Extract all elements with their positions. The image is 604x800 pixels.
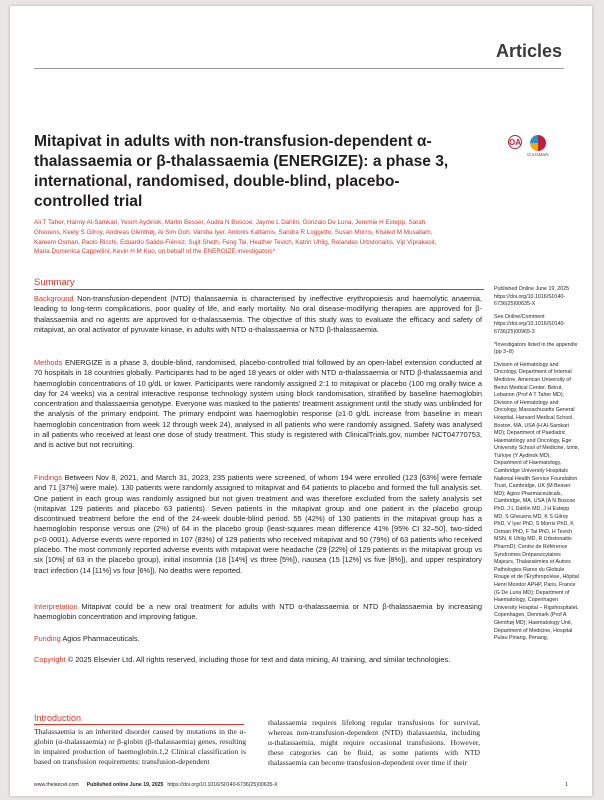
abstract-text: ENERGIZE is a phase 3, double-blind, randomised, placebo-controlled trial followed by an open-label extension conducted at 70 hospitals in 18 countries globally. Participants had to be aged 18 years or older with NTD α-thalassaemia or NTD β-thalassaemia and haemoglobin concentrations of 10 g/dL or lower. Participants were randomly assigned 2:1 to mitapivat or placebo (100 mg orally twice a day for 24 weeks) via a central interactive response technology system using block randomisation, stratified by baseline haemoglobin concentration and thalassaemia genotype. Everyone was masked to the patients' treatment assignment until the study was unblinded for the analysis of the primary endpoint. The primary endpoint was haemoglobin response (≥1·0 g/dL increase from baseline in mean haemoglobin concentration from week 12 through week 24), analysed in all patients who were randomly assigned. Safety was analysed in all patients who received at least one dose of study treatment. This study is registered with ClinicalTrials.gov, number NCT04770753, and is active but not recruiting. [34,358,482,450]
abstract-text: Agios Pharmaceuticals. [62,634,140,643]
footer-published: Published online June 19, 2025 [86,782,164,788]
abstract-label: Funding [34,634,61,643]
introduction-column-2: thalassaemia requires lifelong regular transfusions for survival, whereas non-transfusion-dependent (NTD) thalassaemia, including α-thalassaemia, might require occasional transfusions. However, these categories can be fluid, as some patients with NTD thalassaemia can become transfusion-dependent over time if their [268,718,480,768]
abstract-background [34,294,482,335]
abstract-text: Non-transfusion-dependent (NTD) thalassaemia is characterised by ineffective erythropoiesis and haemolytic anaemia, leading to long-term complications, poor quality of life, and early mortality. No oral disease-modifying therapies are approved for β-thalassaemia and no agents are approved for α-thalassaemia. The objective of this study was to evaluate the efficacy and safety of mitapivat, an oral activator of pyruvate kinase, in adults with NTD α-thalassaemia or NTD β-thalassaemia. [34,294,482,334]
abstract-label: Methods [34,358,63,367]
section-tag: Articles [495,41,562,61]
abstract-text: Between Nov 8, 2021, and March 31, 2023, 235 patients were screened, of whom 194 were enrolled (123 [63%] were female and 71 [37%] were male). 130 patients were randomly assigned to mitapivat and 64 patients to placebo and formed the full analysis set. One patient in each group was randomly assigned but not given treatment and was therefore excluded from the safety analysis set (mitapivat 129 patients and placebo 63 patients). Seven patients in the mitapivat group and one patient in the placebo group discontinued treatment before the end of the 24-week double-blind period. 55 (42%) of 130 patients in the mitapivat group has a haemoglobin response versus one (2%) of 64 in the placebo group (least-squares mean difference 41% [95% CI 32–50], two-sided p<0·0001). Adverse events were reported in 107 (83%) of 129 patients who received mitapivat and 50 (79%) of 63 patients who received placebo. The most commonly reported adverse events with mitapivat were headache (29 [22%] of 129 patients in the mitapivat group vs six [10%] of 63 in the placebo group), initial insomnia (18 [14%] vs three [5%]), nausea (15 [12%] vs five [8%]), and upper respiratory tract infection (14 [11%] vs four [6%]). No deaths were reported. [34,473,482,575]
article-title: Mitapivat in adults with non-transfusion-dependent α-thalassaemia or β-thalassaemia (ENERGIZE): a phase 3, international, randomised, double-blind, placebo-controlled trial [34,133,449,210]
footer-site[interactable]: www.thelancet.com [34,782,79,788]
abstract-label: Background [34,294,74,303]
crossmark-label: CrossMark [527,152,549,157]
abstract-label: Interpretation [34,602,78,611]
summary-heading: Summary [34,277,75,288]
article-page [10,6,592,796]
abstract-funding [34,634,482,644]
page-number: 1 [565,782,568,788]
introduction-heading: Introduction [34,713,82,723]
sidebar [494,286,580,648]
badges [508,135,549,157]
abstract-copyright [34,655,482,665]
introduction-rule [34,724,244,725]
footer-doi[interactable]: https://doi.org/10.1016/S0140-6736(25)00635-X [167,782,278,788]
author-list: Ali T Taher, Hanny Al-Samkari, Yesim Aydinok, Martin Besser, Audra N Boscoe, Jayme L Dahlin, Gonzalo De Luna, Jeremie H Estepp, Sarah Gheuens, Keely S Gilroy, Andreas Glenthøj, Ai Sim Goh, Varsha Iyer, Antonis Kattamis, Sandra R Loggetto, Susan Morris, Khaled M Musallam, Kareem Osman, Paolo Ricchi, Eduardo Salido-Fiérrez, Sujit Sheth, Feng Tai, Heather Tevich, Katrin Uhlig, Rolandas Urbstonaitis, Vip Viprakasit, Maria Domenica Cappellini, Kevin H M Kuo, on behalf of the ENERGIZE investigators* [34,219,437,256]
abstract-interpretation [34,602,482,623]
abstract-findings [34,473,482,576]
affiliations: Division of Hematology and Oncology, Department of Internal Medicine, American University of Beirut Medical Center, Beirut, Lebanon (Prof A T Taher MD); Division of Hematology and Oncology, Massachusetts General Hospital, Harvard Medical School, Boston, MA, USA (H Al-Samkari MD); Department of Paediatric Haematology and Oncology, Ege University School of Medicine, Izmir, Türkiye (Y Aydinok MD); Department of Haematology, Cambridge University Hospitals National Health Service Foundation Trust, Cambridge, UK (M Besser MD); Agios Pharmaceuticals, Cambridge, MA, USA (A N Boscoe PhD, J L Dahlin MD, J H Estepp MD, S Gheuens MD, K S Gilroy PhD, V Iyer PhD, S Morris PhD, K Osman PhD, F Tai PhD, H Tevich MSN, K Uhlig MD, R Urbstonaitis PharmD); Centre de Référence Syndromes Drépanocytaires Majeurs, Thalassémies et Autres Pathologies Rares du Globule Rouge et de l'Érythropoïèse, Hôpital Henri Mondor APHP, Paris, France (G De Luna MD); Department of Haematology, Copenhagen University Hospital – Rigshospitalet, Copenhagen, Denmark (Prof A Glenthøj MD); Haematology Unit, Department of Medicine, Hospital Pulau Pinang, Penang, [494,361,580,642]
introduction-column-1: Thalassaemia is an inherited disorder caused by mutations in the α-globin (α-thalassaemia) or β-globin (β-thalassaemia) genes, resulting in impaired production of haemoglobin.1,2 Clinical classification is based on transfusion requirements: transfusion-dependent [34,727,246,767]
abstract-methods [34,358,482,451]
crossmark-icon [530,135,546,151]
published-online[interactable]: Published Online June 19, 2025 https://doi.org/10.1016/S0140-6736(25)00635-X [494,286,570,308]
crossmark-badge[interactable] [527,135,549,157]
page-footer [34,782,568,788]
see-online-comment[interactable]: See Online/Comment https://doi.org/10.1016/S0140-6736(25)00965-3 [494,313,566,335]
abstract-label: Findings [34,473,62,482]
abstract-label: Copyright [34,655,66,664]
summary-rule [34,289,484,290]
header-rule [34,68,564,69]
abstract-text: Mitapivat could be a new oral treatment for adults with NTD α-thalassaemia or NTD β-thalassaemia by increasing haemoglobin concentration and improving fatigue. [34,602,482,622]
open-access-icon[interactable]: OA [508,135,522,149]
investigators-note: *Investigators listed in the appendix (pp 3–8) [494,341,578,356]
abstract-text: © 2025 Elsevier Ltd. All rights reserved, including those for text and data mining, AI training, and similar technologies. [67,655,451,664]
